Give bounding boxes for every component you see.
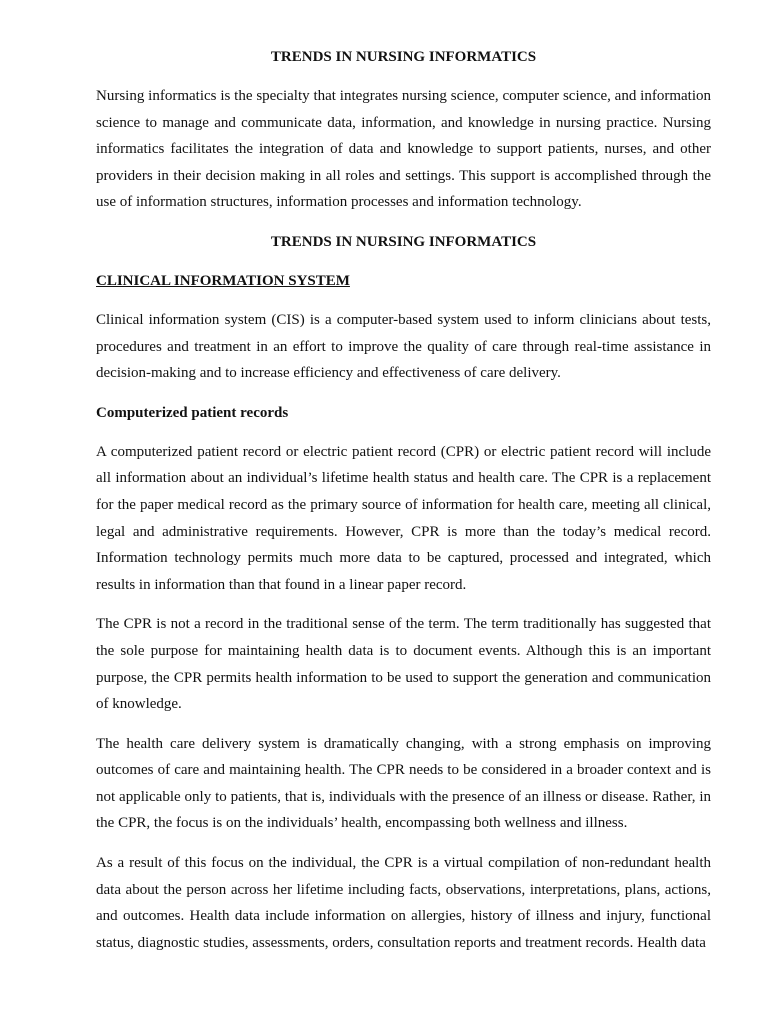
section-title-clinical-information-system: CLINICAL INFORMATION SYSTEM	[96, 272, 350, 289]
cpr-paragraph-1: A computerized patient record or electric patient record (CPR) or electric patient record will include all information about an individual’s lifetime health status and health care. The CPR is a replacement for the paper medical record as the primary source of information for health care, meeting all clinical, legal and administrative requirements. However, CPR is more than the today’s medical record. Information technology permits much more data to be captured, processed and integrated, which results in information than that found in a linear paper record.	[96, 443, 711, 593]
document-subtitle: TRENDS IN NURSING INFORMATICS	[270, 233, 537, 250]
intro-paragraph: Nursing informatics is the specialty that integrates nursing science, computer science, and information science to manage and communicate data, information, and knowledge in nursing practice. Nursing informatics facilitates the integration of data and knowledge to support patients, nurses, and other providers in their decision making in all roles and settings. This support is accomplished through the use of information structures, information processes and information technology.	[96, 88, 711, 211]
cpr-paragraph-4: As a result of this focus on the individual, the CPR is a virtual compilation of non-redundant health data about the person across her lifetime including facts, observations, interpretations, plans, actions, and outcomes. Health data include information on allergies, history of illness and injury, functional status, diagnostic studies, assessments, orders, consultation reports and treatment records. Health data	[96, 855, 711, 951]
document-page	[96, 44, 711, 969]
document-title: TRENDS IN NURSING INFORMATICS	[270, 49, 537, 65]
cpr-heading: Computerized patient records	[96, 404, 289, 421]
cpr-paragraph-2: The CPR is not a record in the traditional sense of the term. The term traditionally has suggested that the sole purpose for maintaining health data is to document events. Although this is an important purpose, the CPR permits health information to be used to support the generation and communication of knowledge.	[96, 616, 711, 713]
cpr-paragraph-3: The health care delivery system is dramatically changing, with a strong emphasis on improving outcomes of care and maintaining health. The CPR needs to be considered in a broader context and is not applicable only to patients, that is, individuals with the presence of an illness or disease. Rather, in the CPR, the focus is on the individuals’ health, encompassing both wellness and illness.	[96, 735, 711, 832]
cis-paragraph: Clinical information system (CIS) is a computer-based system used to inform clinicians about tests, procedures and treatment in an effort to improve the quality of care through real-time assistance in decision-making and to increase efficiency and effectiveness of care delivery.	[96, 311, 711, 382]
